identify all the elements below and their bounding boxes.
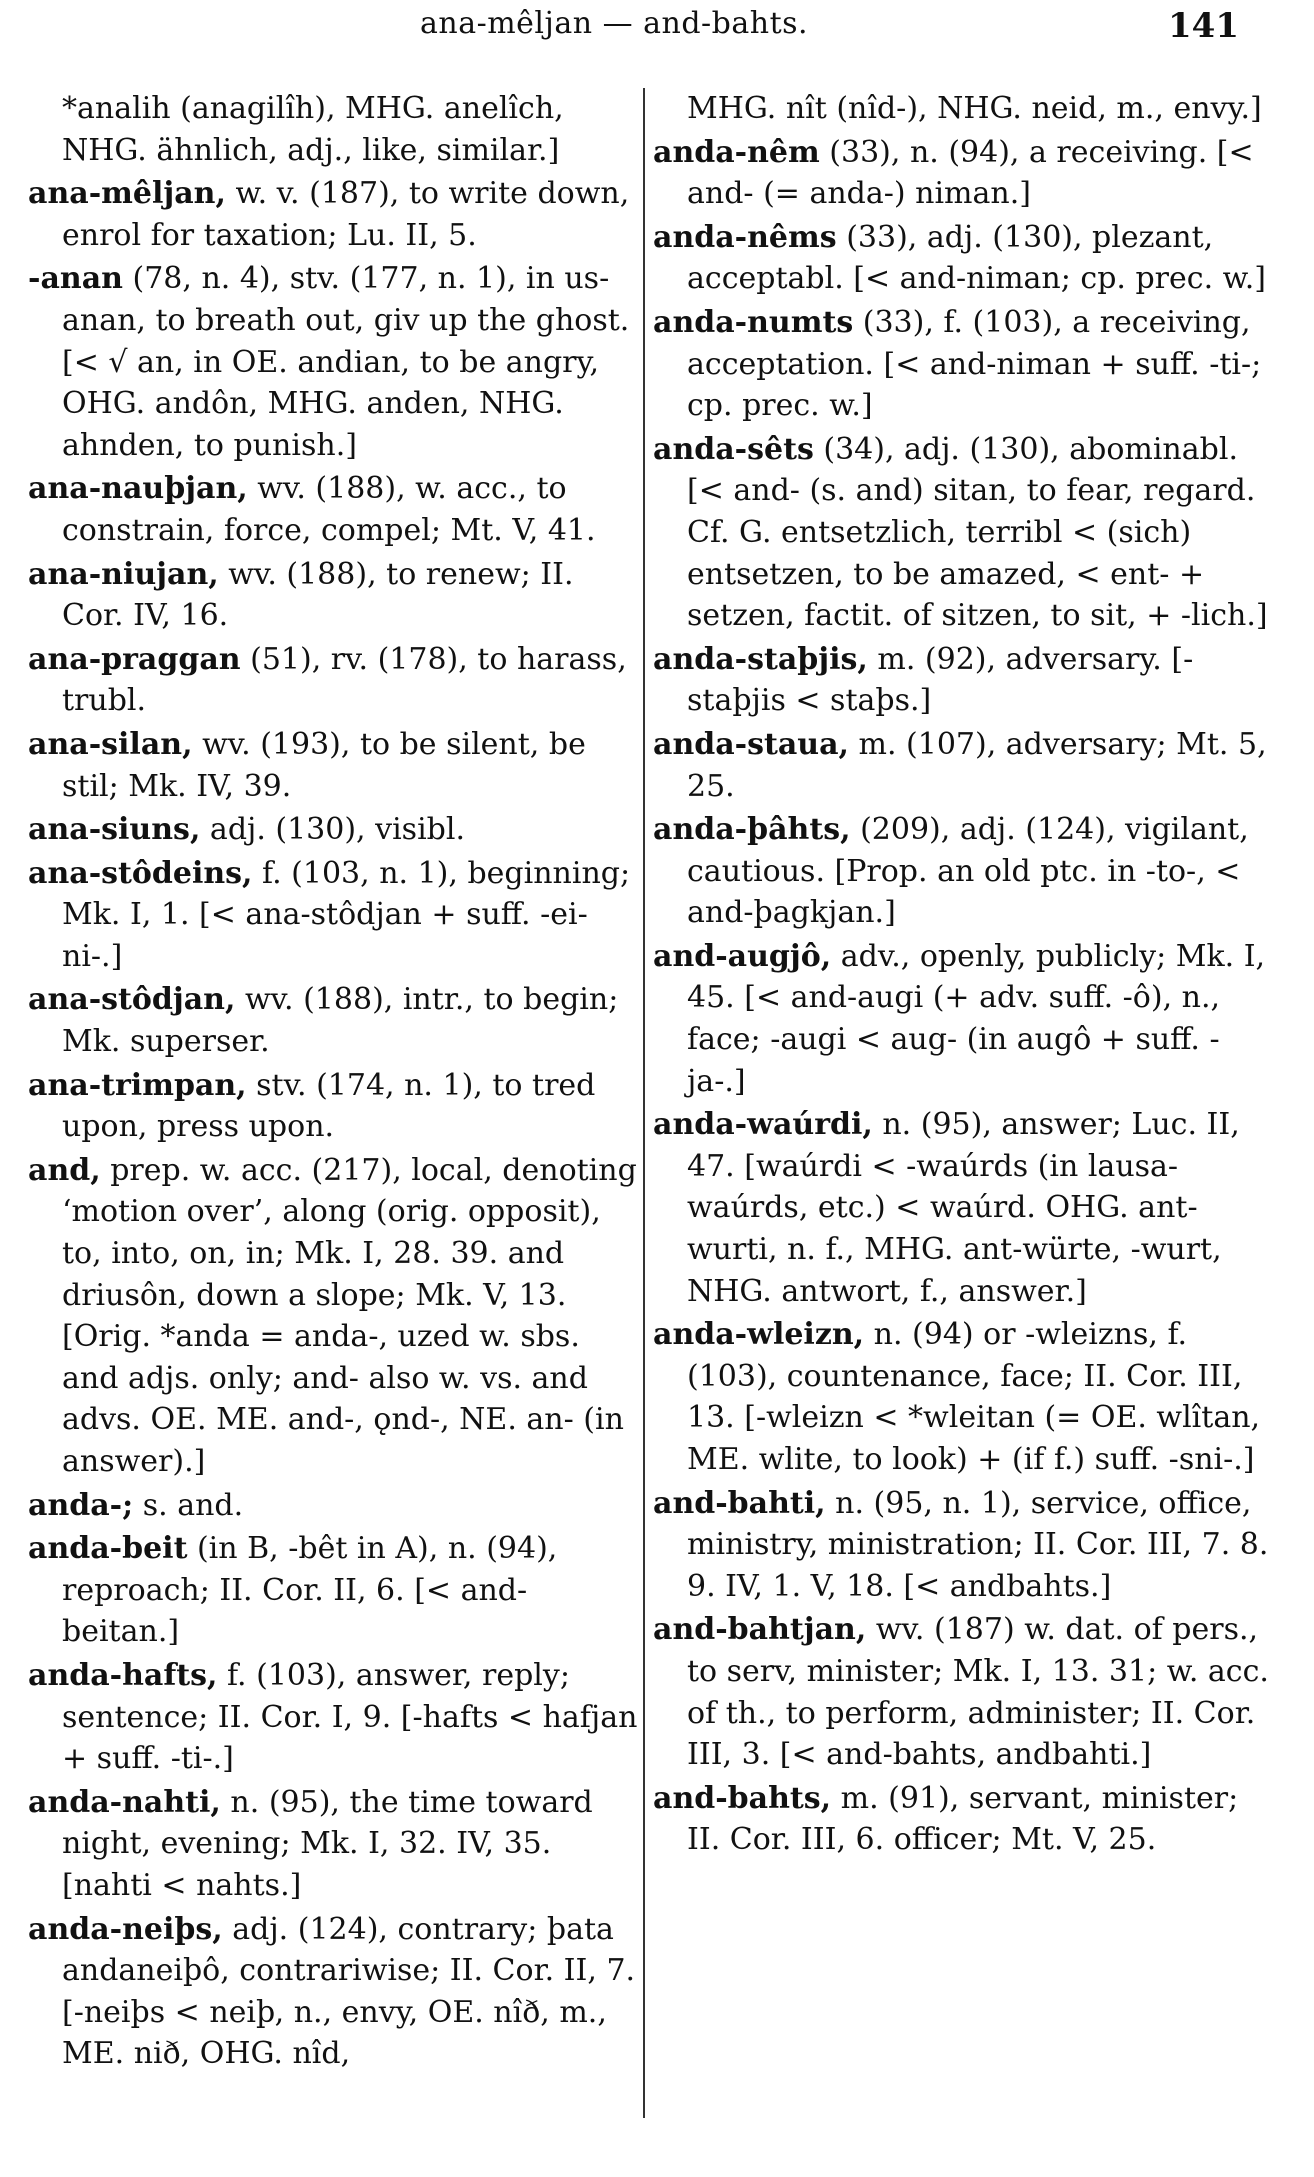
entry-text: (in B, -bêt in A), n. (94), reproach; II. Cor. II, 6. [< and-beitan.] xyxy=(62,1531,558,1650)
dictionary-entry xyxy=(28,258,640,466)
entry-headword: ana-stôdjan, xyxy=(28,982,236,1018)
entry-text: n. (95, n. 1), service, office, ministry, ministration; II. Cor. III, 7. 8. 9. IV, 1. V, 18. [< andbahts.] xyxy=(687,1485,1269,1604)
dictionary-entry xyxy=(28,1782,640,1907)
dictionary-entry xyxy=(653,429,1273,637)
dictionary-entry xyxy=(653,1609,1273,1775)
entry-headword: and-bahts, xyxy=(653,1780,832,1816)
dictionary-entry xyxy=(28,979,640,1062)
entry-text: adv., openly, publicly; Mk. I, 45. [< and-augi (+ adv. suff. -ô), n., face; -augi < aug- (in augô + suff. -ja-.] xyxy=(687,938,1266,1099)
entry-text: (34), adj. (130), abominabl. [< and- (s. and) sitan, to fear, regard. Cf. G. entsetzlich, terribl < (sich) entsetzen, to be amazed, < ent- + setzen, factit. of sitzen, to sit, + -lich.] xyxy=(687,431,1268,634)
entry-headword: anda-numts xyxy=(653,304,854,340)
entry-text: n. (94) or -wleizns, f. (103), countenance, face; II. Cor. III, 13. [-wleizn < *wleitan (= OE. wlîtan, ME. wlite, to look) + (if f.) suff. -sni-.] xyxy=(687,1317,1261,1477)
dictionary-entry xyxy=(653,132,1273,215)
dictionary-entry xyxy=(653,639,1273,722)
dictionary-entry xyxy=(28,1485,640,1527)
entry-headword: and-bahti, xyxy=(653,1485,826,1521)
dictionary-entry xyxy=(653,1314,1273,1480)
page-number: 141 xyxy=(1168,6,1239,46)
entry-text: adj. (130), visibl. xyxy=(200,812,465,848)
entry-text: m. (107), adversary; Mt. 5, 25. xyxy=(687,726,1267,804)
entry-headword: ana-praggan xyxy=(28,641,241,677)
entry-headword: ana-mêljan, xyxy=(28,176,226,212)
dictionary-entry xyxy=(28,88,640,171)
dictionary-entry xyxy=(28,639,640,722)
entry-headword: anda-þâhts, xyxy=(653,812,851,848)
entry-text: wv. (193), to be silent, be stil; Mk. IV, 39. xyxy=(62,726,586,804)
entry-text: *analih (anagilîh), MHG. anelîch, NHG. ähnlich, adj., like, similar.] xyxy=(62,91,564,168)
entry-text: n. (95), answer; Luc. II, 47. [waúrdi < -waúrds (in lausa-waúrds, etc.) < waúrd. OHG. ant-wurti, n. f., MHG. ant-würte, -wurt, NHG. antwort, f., answer.] xyxy=(687,1107,1240,1309)
entry-text: wv. (188), w. acc., to constrain, force, compel; Mt. V, 41. xyxy=(62,471,596,548)
column-divider xyxy=(643,88,645,2118)
page-header xyxy=(0,0,1314,62)
dictionary-entry xyxy=(653,302,1273,427)
dictionary-entry xyxy=(28,1065,640,1148)
dictionary-entry xyxy=(653,217,1273,300)
entry-headword: anda-neiþs, xyxy=(28,1911,223,1947)
entry-headword: ana-trimpan, xyxy=(28,1067,247,1103)
entry-text: prep. w. acc. (217), local, denoting ‘motion over’, along (orig. opposit), to, into, on, in; Mk. I, 28. 39. and driusôn, down a slope; Mk. V, 13. [Orig. *anda = anda-, uzed w. sbs. and adjs. only; and- also w. vs. and advs. OE. ME. and-, ǫnd-, NE. an- (in answer).] xyxy=(62,1152,637,1479)
dictionary-entry xyxy=(28,1528,640,1653)
entry-headword: anda-hafts, xyxy=(28,1657,218,1693)
entry-text: wv. (188), to renew; II. Cor. IV, 16. xyxy=(62,556,574,634)
entry-text: (51), rv. (178), to harass, trubl. xyxy=(62,641,627,719)
entry-text: f. (103), answer, reply; sentence; II. Cor. I, 9. [-hafts < hafjan + suff. -ti-.] xyxy=(62,1657,638,1777)
entry-headword: anda-wleizn, xyxy=(653,1317,865,1353)
dictionary-entry xyxy=(28,554,640,637)
dictionary-entry xyxy=(653,724,1273,807)
entry-headword: anda-nêms xyxy=(653,219,837,255)
entry-text: adj. (124), contrary; þata andaneiþô, contrariwise; II. Cor. II, 7. [-neiþs < neiþ, n., envy, OE. nîð, m., ME. nið, OHG. nîd, xyxy=(62,1911,636,2072)
entry-text: MHG. nît (nîd-), NHG. neid, m., envy.] xyxy=(687,91,1262,126)
dictionary-entry xyxy=(28,809,640,851)
dictionary-entry xyxy=(653,1104,1273,1312)
entry-headword: -anan xyxy=(28,261,123,297)
dictionary-entry xyxy=(653,1778,1273,1861)
entry-text: wv. (188), intr., to begin; Mk. superser. xyxy=(62,982,619,1060)
entry-headword: and-augjô, xyxy=(653,938,832,974)
entry-headword: anda-staþjis, xyxy=(653,641,868,677)
entry-headword: anda-nahti, xyxy=(28,1784,221,1820)
entry-text: (209), adj. (124), vigilant, cautious. [Prop. an old ptc. in -to-, < and-þagkjan.] xyxy=(687,812,1249,931)
dictionary-entry xyxy=(653,88,1273,130)
right-column xyxy=(653,88,1273,1863)
entry-headword: and-bahtjan, xyxy=(653,1612,867,1648)
entry-text: wv. (187) w. dat. of pers., to serv, minister; Mk. I, 13. 31; w. acc. of th., to perform, administer; II. Cor. III, 3. [< and-bahts, andbahti.] xyxy=(687,1612,1269,1773)
entry-headword: anda-staua, xyxy=(653,726,849,762)
dictionary-entry xyxy=(28,1150,640,1483)
entry-headword: anda-nêm xyxy=(653,134,820,170)
entry-text: (33), f. (103), a receiving, acceptation. [< and-niman + suff. -ti-; cp. prec. w.] xyxy=(687,304,1262,424)
dictionary-entry xyxy=(653,1483,1273,1608)
entry-headword: ana-nauþjan, xyxy=(28,471,248,507)
entry-text: w. v. (187), to write down, enrol for taxation; Lu. II, 5. xyxy=(62,176,630,253)
dictionary-entry xyxy=(653,809,1273,934)
entry-headword: anda-sêts xyxy=(653,431,814,467)
entry-headword: anda-waúrdi, xyxy=(653,1107,873,1143)
entry-text: (33), n. (94), a receiving. [< and- (= anda-) niman.] xyxy=(687,134,1254,212)
entry-headword: ana-stôdeins, xyxy=(28,855,253,891)
entry-text: n. (95), the time toward night, evening; Mk. I, 32. IV, 35. [nahti < nahts.] xyxy=(62,1784,593,1903)
entry-text: (78, n. 4), stv. (177, n. 1), in us-anan, to breath out, giv up the ghost. [< √ an, in OE. andian, to be angry, OHG. andôn, MHG. anden, NHG. ahnden, to punish.] xyxy=(62,261,630,463)
dictionary-entry xyxy=(653,936,1273,1102)
entry-headword: and, xyxy=(28,1152,101,1188)
entry-headword: ana-niujan, xyxy=(28,556,219,592)
left-column xyxy=(28,88,640,2077)
running-head: ana-mêljan — and-bahts. xyxy=(420,6,809,41)
entry-text: (33), adj. (130), plezant, acceptabl. [< and-niman; cp. prec. w.] xyxy=(687,219,1267,297)
dictionary-entry xyxy=(28,1909,640,2075)
entry-text: f. (103, n. 1), beginning; Mk. I, 1. [< ana-stôdjan + suff. -ei-ni-.] xyxy=(62,855,631,974)
entry-headword: ana-siuns, xyxy=(28,812,201,848)
dictionary-entry xyxy=(28,1655,640,1780)
dictionary-entry xyxy=(28,173,640,256)
entry-text: stv. (174, n. 1), to tred upon, press upon. xyxy=(62,1067,596,1145)
entry-text: m. (92), adversary. [-staþjis < staþs.] xyxy=(687,641,1194,719)
entry-headword: ana-silan, xyxy=(28,726,193,762)
entry-text: s. and. xyxy=(133,1487,244,1523)
dictionary-entry xyxy=(28,468,640,551)
entry-text: m. (91), servant, minister; II. Cor. III, 6. officer; Mt. V, 25. xyxy=(687,1780,1239,1858)
dictionary-entry xyxy=(28,724,640,807)
dictionary-entry xyxy=(28,853,640,978)
entry-headword: anda-; xyxy=(28,1487,134,1523)
entry-headword: anda-beit xyxy=(28,1531,188,1567)
